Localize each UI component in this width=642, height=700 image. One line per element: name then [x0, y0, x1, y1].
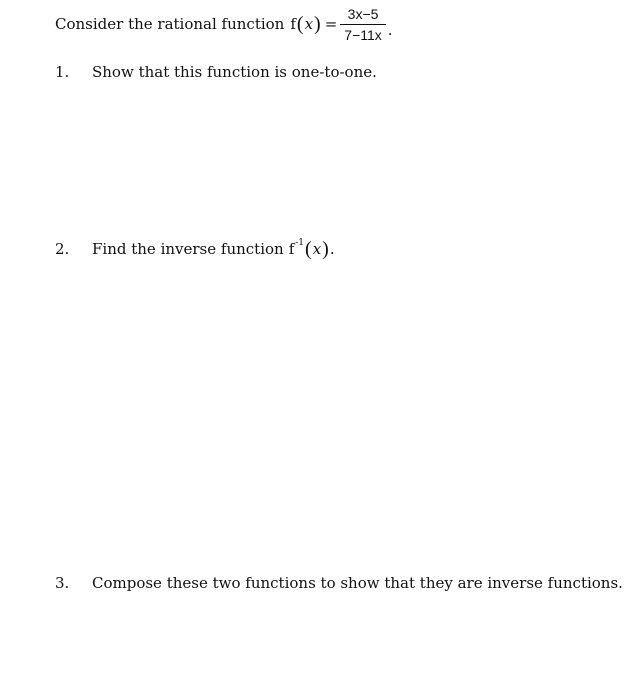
question-1-number: 1.: [55, 63, 70, 81]
question-1: [55, 63, 377, 81]
question-2-text: Find the inverse function: [92, 240, 284, 258]
inverse-function-notation: [289, 239, 335, 259]
open-paren: (: [296, 13, 304, 35]
inverse-close-paren: ): [322, 238, 329, 260]
question-2-number: 2.: [55, 240, 70, 258]
rational-fraction: [340, 6, 386, 43]
intro-period: .: [387, 21, 393, 39]
question-1-text: Show that this function is one-to-one.: [92, 63, 377, 81]
close-paren: ): [314, 13, 321, 35]
function-variable: x: [304, 15, 314, 33]
intro-text: Consider the rational function: [55, 15, 285, 33]
problem-statement: [55, 4, 393, 44]
fraction-numerator: 3x−5: [347, 5, 379, 22]
question-3: [55, 574, 623, 592]
question-3-number: 3.: [55, 574, 70, 592]
equals-sign: =: [324, 15, 338, 33]
question-3-text: Compose these two functions to show that they are inverse functions.: [92, 574, 623, 592]
fraction-denominator: 7−11x: [344, 26, 382, 43]
inverse-open-paren: (: [305, 238, 312, 260]
inverse-variable: x: [312, 240, 322, 258]
question-2: [55, 239, 335, 259]
inverse-function-name: f: [288, 240, 295, 258]
question-2-period: .: [329, 240, 335, 258]
function-name: f: [290, 15, 296, 33]
inverse-superscript: -1: [295, 238, 305, 248]
